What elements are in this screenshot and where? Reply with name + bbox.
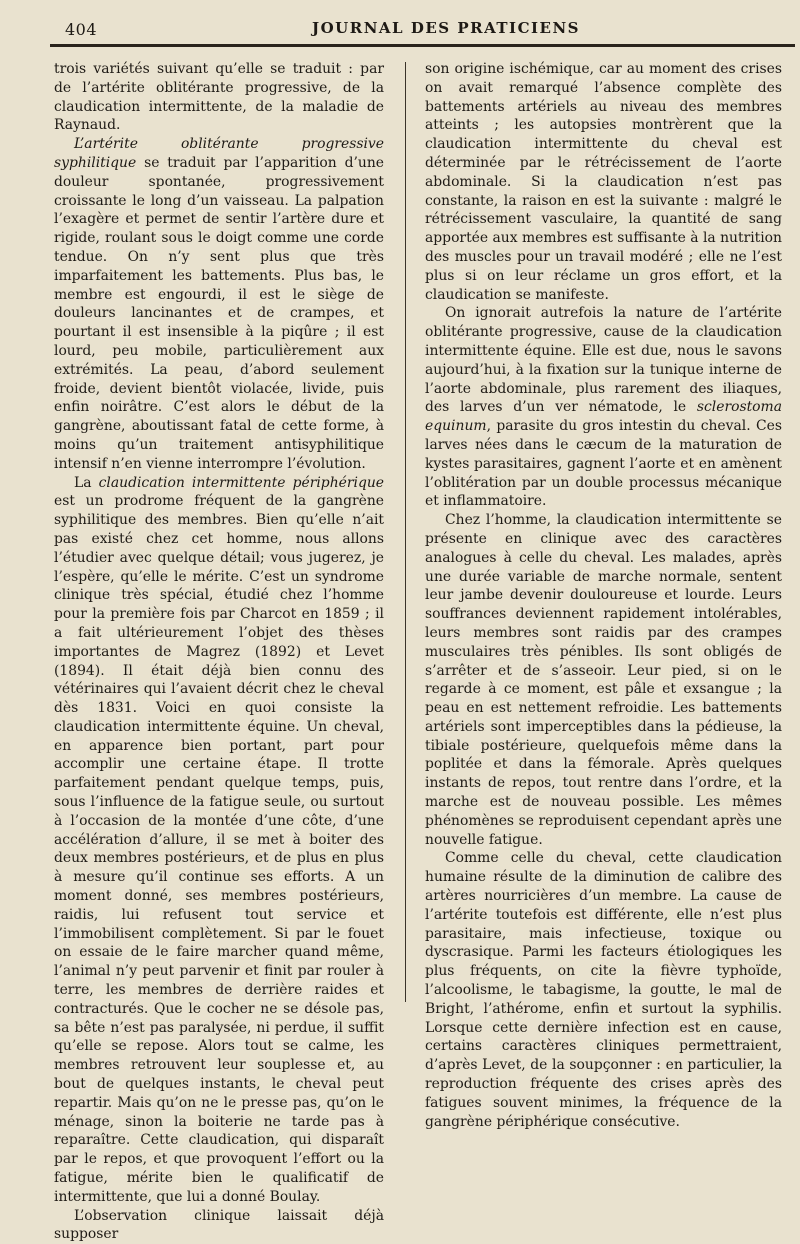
paragraph-prefix: La (74, 474, 99, 491)
header-rule (50, 44, 795, 47)
paragraph-text: On ignorait autrefois la nature de l’artérite oblitérante progressive, cause de la claudication intermittente équine. Elle est due, nous le savons aujourd’hui, à la fixation sur la tunique interne de l’aorte abdominale, plus rarement des iliaques, des larves d’un ver nématode, le (425, 305, 782, 416)
running-title: JOURNAL DES PRATICIENS (312, 19, 580, 37)
italic-heading: claudication intermittente périphérique (98, 474, 385, 491)
paragraph: trois variétés suivant qu’elle se traduit : par de l’artérite oblitérante progressive, de la claudication intermittente, de la maladie de Raynaud. (54, 61, 384, 134)
paragraph-text: est un prodrome fréquent de la gangrène syphilitique des membres. Bien qu’elle n’ait pas existé chez cet homme, nous allons l’étudier avec quelque détail; vous jugerez, je l’espère, qu’elle le mérite. C’est un syndrome clinique très spécial, étudié chez l’homme pour la première fois par Charcot en 1859 ; il a fait ultérieurement l’objet des thèses importantes de Magrez (1892) et Levet (1894). Il était déjà bien connu des vétérinaires qui l’avaient décrit chez le cheval dès 1831. Voici en quoi consiste la claudication intermittente équine. Un cheval, en apparence bien portant, part pour accomplir une certaine étape. Il trotte parfaitement pendant quelque temps, puis, sous l’influence de la fatigue seule, ou surtout à l’occasion de la montée d’une côte, d’une accélération d’allure, il se met à boiter des deux membres postérieurs, et de plus en plus à mesure qu’il continue ses efforts. A un moment donné, ses membres postérieurs, raidis, lui refusent tout service et l’immobilisent complètement. Si par le fouet on essaie de le faire marcher quand même, l’animal n’y peut parvenir et finit par rouler à terre, les membres de derrière raides et contracturés. Que le cocher ne se désole pas, sa bête n’est pas paralysée, ni perdue, il suffit qu’elle se repose. Alors tout se calme, les membres retrouvent leur souplesse et, au bout de quelques instants, le cheval peut repartir. Mais qu’on ne le presse pas, qu’on le ménage, sinon la boiterie ne tarde pas à reparaître. Cette claudication, qui disparaît par le repos, et que provoquent l’effort ou la fatigue, mérite bien le qualificatif de intermittente, que lui a donné Boulay. (54, 493, 384, 1205)
paragraph: son origine ischémique, car au moment des crises on avait remarqué l’absence complète des battements artériels au niveau des membres atteints ; les autopsies montrèrent que la claudication intermittente du cheval est déterminée par le rétrécissement de l’aorte abdominale. Si la claudication n’est pas constante, la raison en est la suivante : malgré le rétrécissement vasculaire, la quantité de sang apportée aux membres est suffisante à la nutrition des muscles pour un travail modéré ; elle ne l’est plus si on leur réclame un gros effort, et la claudication se manifeste. (425, 61, 782, 303)
paragraph (425, 304, 782, 511)
page-number: 404 (65, 20, 98, 39)
italic-heading: L’artérite oblitérante progressive syphilitique (54, 136, 384, 171)
page-header (50, 14, 795, 44)
paragraph-text: , parasite du gros intestin du cheval. Ces larves nées dans le cæcum de la maturation de kystes parasitaires, gagnent l’aorte et en amènent l’oblitération par un double processus mécanique et inflammatoire. (425, 418, 782, 510)
paragraph (54, 135, 384, 473)
species-name: sclerostoma equinum (425, 399, 782, 435)
left-column (54, 60, 384, 1244)
right-column (425, 60, 782, 1131)
paragraph: L’observation clinique laissait déjà supposer (54, 1207, 384, 1243)
paragraph: Chez l’homme, la claudication intermittente se présente en clinique avec des caractères analogues à celle du cheval. Les malades, après une durée variable de marche normale, sentent leur jambe devenir douloureuse et lourde. Leurs souffrances deviennent rapidement intolérables, leurs membres sont raidis par des crampes musculaires très pénibles. Ils sont obligés de s’arrêter et de s’asseoir. Leur pied, si on le regarde à ce moment, est pâle et exsangue ; la peau en est nettement refroidie. Les battements artériels sont imperceptibles dans la pédieuse, la tibiale postérieure, quelquefois même dans la poplitée et dans la fémorale. Après quelques instants de repos, tout rentre dans l’ordre, et la marche est de nouveau possible. Les mêmes phénomènes se reproduisent cependant après une nouvelle fatigue. (425, 512, 782, 848)
column-divider (405, 62, 406, 1002)
paragraph: Comme celle du cheval, cette claudication humaine résulte de la diminution de calibre des artères nourricières d’un membre. La cause de l’artérite toutefois est différente, elle n’est plus parasitaire, mais infectieuse, toxique ou dyscrasique. Parmi les facteurs étiologiques les plus fréquents, on cite la fièvre typhoïde, l’alcoolisme, le tabagisme, la goutte, le mal de Bright, l’athérome, enfin et surtout la syphilis. Lorsque cette dernière infection est en cause, certains caractères cliniques permettraient, d’après Levet, de la soupçonner : en particulier, la reproduction fréquente des crises après des fatigues souvent minimes, la fréquence de la gangrène périphérique consécutive. (425, 850, 782, 1130)
paragraph-text: se traduit par l’apparition d’une douleur spontanée, progressivement croissante le long d’un vaisseau. La palpation l’exagère et permet de sentir l’artère dure et rigide, roulant sous le doigt comme une corde tendue. On n’y sent plus que très imparfaitement les battements. Plus bas, le membre est engourdi, il est le siège de douleurs lancinantes et de crampes, et pourtant il est insensible à la piqûre ; il est lourd, peu mobile, particulièrement aux extrémités. La peau, d’abord seulement froide, devient bientôt violacée, livide, puis enfin noirâtre. C’est alors le début de la gangrène, aboutissant fatal de cette forme, à moins qu’un traitement antisyphilitique intensif n’en vienne interrompre l’évolution. (54, 154, 384, 472)
paragraph (54, 474, 384, 1207)
